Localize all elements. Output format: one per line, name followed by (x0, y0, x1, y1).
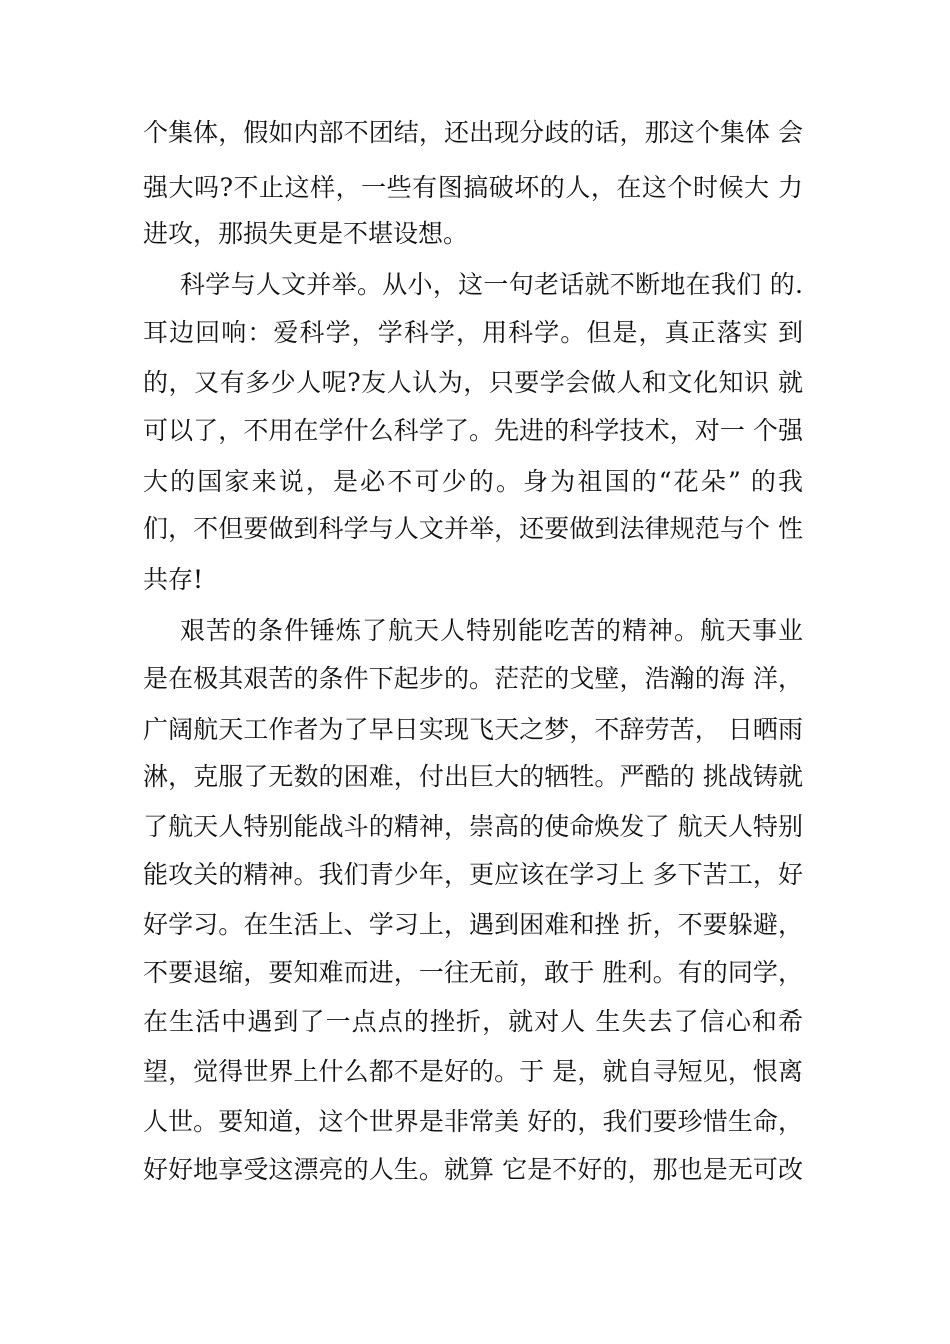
text-line: 大的国家来说，是必不可少的。身为祖国的“花朵” 的我 (143, 467, 803, 496)
paragraph-first-line: 科学与人文并举。从小，这一句老话就不断地在我们 的. (180, 270, 803, 299)
text-line: 进攻，那损失更是不堪设想。 (143, 219, 469, 248)
text-line: 望，觉得世界上什么都不是好的。于 是，就自寻短见，恨离 (143, 1057, 803, 1086)
text-line: 强大吗?不止这样，一些有图搞破坏的人，在这个时候大 力 (143, 173, 803, 202)
text-line: 是在极其艰苦的条件下起步的。茫茫的戈壁，浩瀚的海 洋， (143, 664, 803, 693)
text-line: 共存! (143, 565, 204, 594)
text-line: 好学习。在生活上、学习上，遇到困难和挫 折，不要躲避， (143, 910, 803, 939)
text-line: 个集体，假如内部不团结，还出现分歧的话，那这个集体 会 (143, 118, 803, 147)
text-line: 在生活中遇到了一点点的挫折，就对人 生失去了信心和希 (143, 1007, 803, 1036)
text-line: 不要退缩，要知难而进，一往无前，敢于 胜利。有的同学， (143, 958, 803, 987)
text-line: 耳边回响：爱科学，学科学，用科学。但是，真正落实 到 (143, 318, 803, 347)
text-line: 们，不但要做到科学与人文并举，还要做到法律规范与个 性 (143, 514, 803, 543)
text-line: 了航天人特别能战斗的精神，崇高的使命焕发了 航天人特别 (143, 812, 803, 841)
text-line: 淋，克服了无数的困难，付出巨大的牺牲。严酷的 挑战铸就 (143, 762, 803, 791)
text-line: 人世。要知道，这个世界是非常美 好的，我们要珍惜生命， (143, 1107, 803, 1136)
text-line: 的，又有多少人呢?友人认为，只要学会做人和文化知识 就 (143, 368, 803, 397)
text-line: 好好地享受这漂亮的人生。就算 它是不好的，那也是无可改 (143, 1155, 803, 1184)
paragraph-first-line: 艰苦的条件锤炼了航天人特别能吃苦的精神。航天事业 (180, 616, 803, 645)
text-line: 可以了，不用在学什么科学了。先进的科学技术，对一 个强 (143, 416, 803, 445)
text-line: 能攻关的精神。我们青少年，更应该在学习上 多下苦工，好 (143, 860, 803, 889)
text-line: 广阔航天工作者为了早日实现飞天之梦，不辞劳苦， 日晒雨 (143, 715, 803, 744)
